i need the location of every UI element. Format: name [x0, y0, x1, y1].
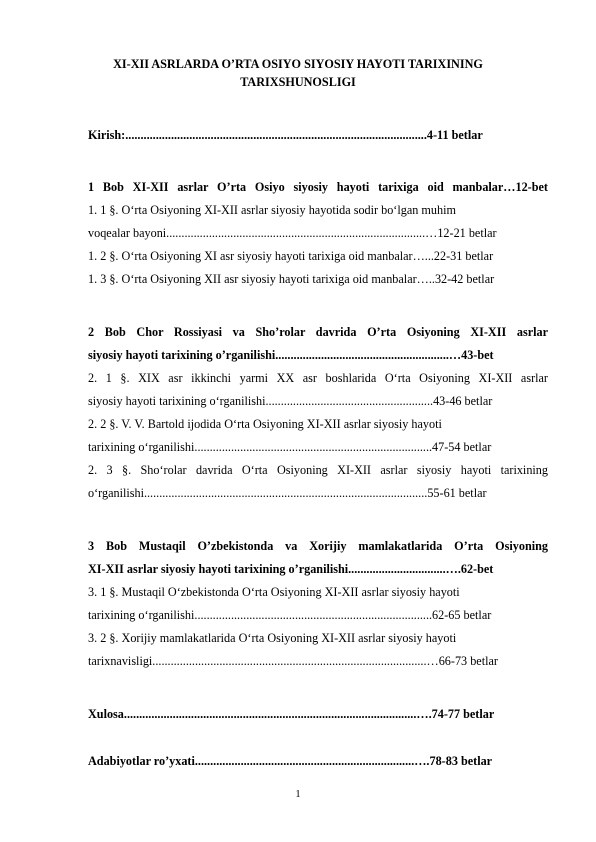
toc-section-2-2-line-1: 2. 2 §. V. V. Bartold ijodida O‘rta Osiyoning XI-XII asrlar siyosiy hayoti	[88, 417, 442, 431]
toc-section-1-3: 1. 3 §. O‘rta Osiyoning XII asr siyosiy hayoti tarixiga oid manbalar…..32-42 betlar	[88, 272, 495, 286]
document-title-line-2: TARIXSHUNOSLIGI	[240, 75, 356, 89]
toc-section-2-2-line-2: tarixining o‘rganilishi..............................................................................47-54 betlar	[88, 440, 492, 454]
toc-entry-bibliography: Adabiyotlar ro’yxati........................................................................….78-83 betlar	[88, 754, 493, 768]
toc-section-3-1-line-2: tarixining o‘rganilishi..............................................................................62-65 betlar	[88, 608, 492, 622]
toc-section-2-1-line-2: siyosiy hayoti tarixining o‘rganilishi.......................................................43-46 betlar	[88, 394, 493, 408]
toc-section-2-3-line-1: 2. 3 §. Sho‘rolar davrida O‘rta Osiyoning XI-XII asrlar siyosiy hayoti tarixining	[88, 463, 548, 477]
toc-section-1-1-line-1: 1. 1 §. O‘rta Osiyoning XI-XII asrlar siyosiy hayotida sodir bo‘lgan muhim	[88, 203, 456, 217]
toc-section-3-2-line-2: tarixnavisligi..........................................................................................…66-73 betlar	[88, 654, 498, 668]
toc-chapter-2-heading-line-1: 2 Bob Chor Rossiyasi va Sho’rolar davrida O’rta Osiyoning XI-XII asrlar	[88, 325, 548, 339]
toc-section-3-2-line-1: 3. 2 §. Xorijiy mamlakatlarida O‘rta Osiyoning XI-XII asrlar siyosiy hayoti	[88, 631, 457, 645]
toc-section-1-2: 1. 2 §. O‘rta Osiyoning XI asr siyosiy hayoti tarixiga oid manbalar…...22-31 betlar	[88, 249, 494, 263]
toc-section-1-1-line-2: voqealar bayoni.....................................................................................…12-21 betlar	[88, 226, 497, 240]
toc-entry-conclusion: Xulosa................................................................................................….74-77 betlar	[88, 707, 495, 721]
toc-section-2-3-line-2: o‘rganilishi.............................................................................................55-61 betlar	[88, 486, 487, 500]
toc-section-2-1-line-1: 2. 1 §. XIX asr ikkinchi yarmi XX asr boshlarida O‘rta Osiyoning XI-XII asrlar	[88, 371, 548, 385]
page-number: 1	[295, 789, 301, 800]
toc-chapter-3-heading-line-2: XI-XII asrlar siyosiy hayoti tarixining o’rganilishi................................….62-bet	[88, 562, 494, 576]
toc-section-3-1-line-1: 3. 1 §. Mustaqil O‘zbekistonda O‘rta Osiyoning XI-XII asrlar siyosiy hayoti	[88, 585, 460, 599]
toc-chapter-3-heading-line-1: 3 Bob Mustaqil O’zbekistonda va Xorijiy mamlakatlarida O’rta Osiyoning	[88, 539, 548, 553]
toc-entry-introduction: Kirish:...................................................................................................4-11 betlar	[88, 128, 483, 142]
toc-chapter-2-heading-line-2: siyosiy hayoti tarixining o’rganilishi.........................................................…43-bet	[88, 348, 494, 362]
document-title-line-1: XI-XII ASRLARDA O’RTA OSIYO SIYOSIY HAYOTI TARIXINING	[113, 57, 483, 71]
toc-chapter-1-heading: 1 Bob XI-XII asrlar O’rta Osiyo siyosiy hayoti tarixiga oid manbalar…12-bet	[88, 180, 548, 194]
